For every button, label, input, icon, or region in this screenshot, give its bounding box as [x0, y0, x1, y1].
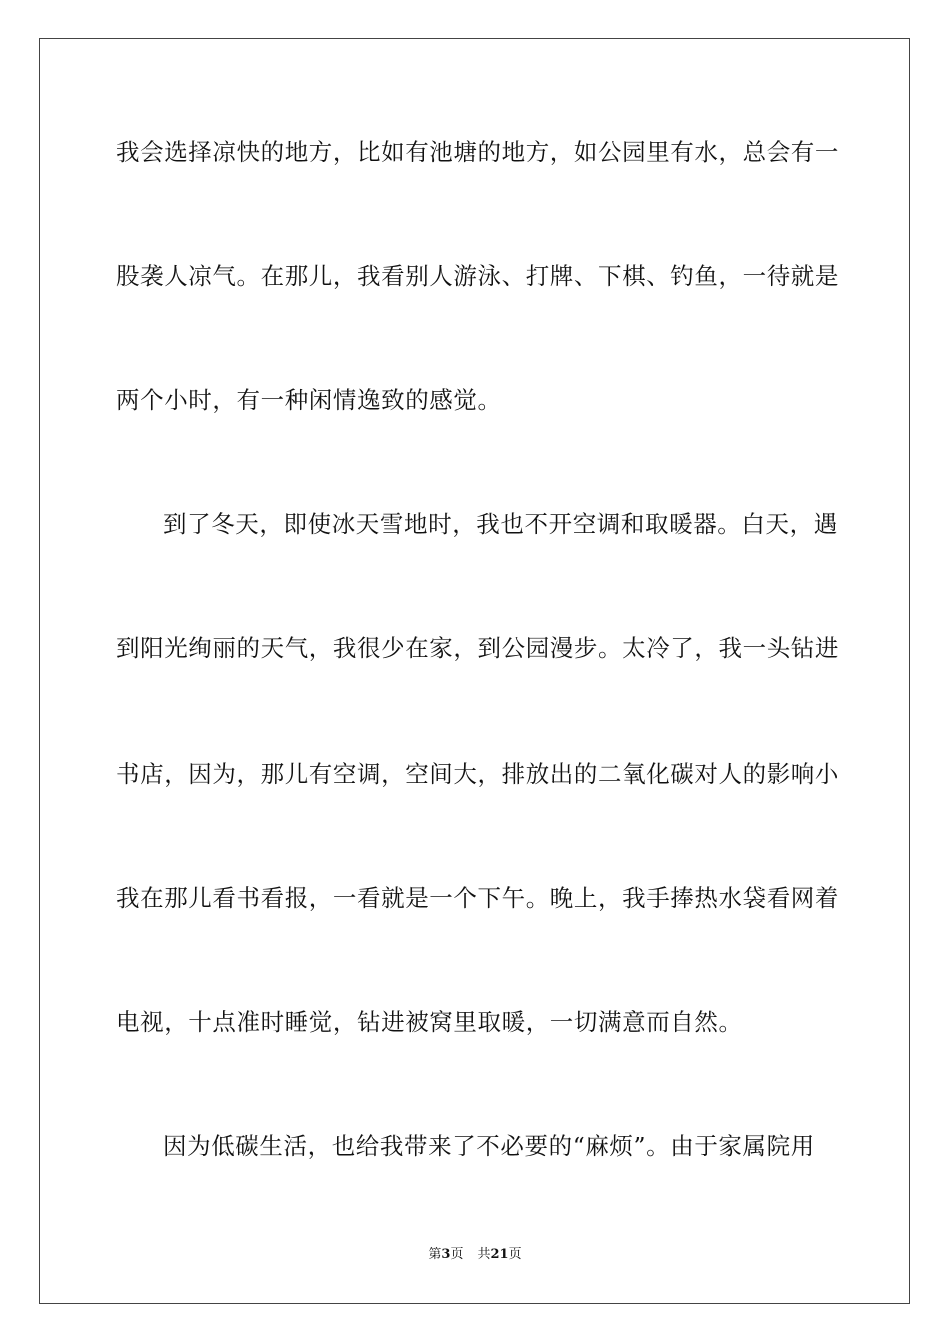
page-prefix: 第: [428, 1247, 442, 1262]
total-prefix: 共: [477, 1247, 491, 1262]
total-pages: 21: [490, 1247, 509, 1262]
page-footer: [0, 1246, 950, 1264]
page-border: [39, 38, 910, 1304]
text-line-2: 股袭人凉气。在那儿，我看别人游泳、打牌、下棋、钓鱼，一待就是: [116, 262, 839, 290]
text-line-9-paragraph-start: 因为低碳生活，也给我带来了不必要的“麻烦”。由于家属院用: [163, 1132, 815, 1160]
text-line-5: 到阳光绚丽的天气，我很少在家，到公园漫步。太冷了，我一头钻进: [116, 634, 839, 662]
text-line-7: 我在那儿看书看报，一看就是一个下午。晚上，我手捧热水袋看网着: [116, 884, 839, 912]
page-suffix: 页: [450, 1247, 464, 1262]
text-line-1: 我会选择凉快的地方，比如有池塘的地方，如公园里有水，总会有一: [116, 138, 839, 166]
text-line-6: 书店，因为，那儿有空调，空间大，排放出的二氧化碳对人的影响小: [116, 760, 839, 788]
text-line-4-paragraph-start: 到了冬天，即使冰天雪地时，我也不开空调和取暖器。白天，遇: [163, 510, 838, 538]
text-line-3: 两个小时，有一种闲情逸致的感觉。: [116, 386, 502, 414]
total-suffix: 页: [508, 1247, 522, 1262]
text-line-8: 电视，十点准时睡觉，钻进被窝里取暖，一切满意而自然。: [116, 1008, 743, 1036]
page-number: 3: [441, 1247, 451, 1262]
